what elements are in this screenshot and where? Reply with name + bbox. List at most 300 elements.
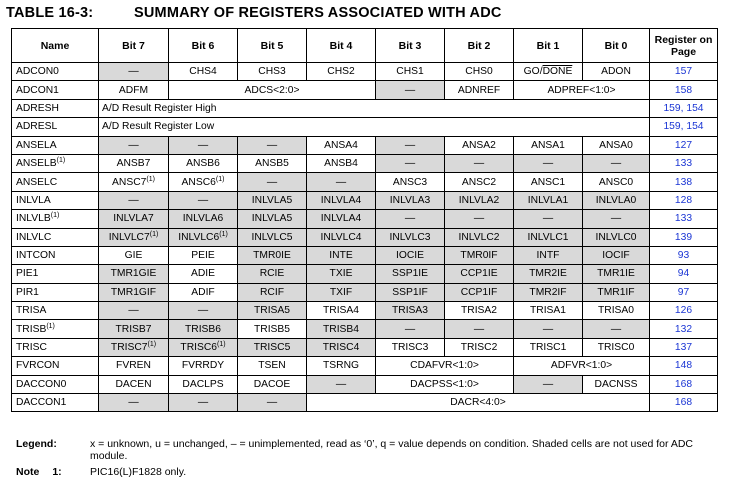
bit-label: CHS4 [189,66,217,78]
bit-label: TXIF [329,286,353,298]
bit-cell [99,302,169,320]
bit-label: ADCS<2:0> [244,84,300,96]
bit-label: INLVLA6 [182,213,224,225]
bit-cell [307,63,376,81]
bit-cell [514,338,583,356]
bit-cell [583,173,650,191]
bit-label: ANSB6 [186,158,220,170]
bit-label: INLVLC6 [178,231,220,243]
bit-cell [583,246,650,264]
bit-cell [445,302,514,320]
bit-label: TRISC5 [253,342,291,354]
table-row [12,375,718,393]
table-row [12,338,718,356]
bit-label: — [335,176,347,188]
bit-cell [169,63,238,81]
footnote-ref: (1) [149,230,159,238]
bit-cell [445,265,514,283]
bit-label: TRISB6 [184,323,222,335]
bit-label: ANSC0 [598,176,634,188]
table-row [12,302,718,320]
bit-label: PEIE [191,250,215,262]
bit-cell [99,191,169,209]
bit-label: — [128,305,139,317]
bit-label: ANSC7 [112,176,147,188]
register-name-text: ANSELB [16,158,57,170]
bit-label: — [473,158,485,170]
bit-label: INTE [329,250,353,262]
bit-label: TMR0IF [460,250,498,262]
bit-label: — [542,323,554,335]
bit-label: — [610,323,622,335]
register-name-text: INTCON [16,250,56,262]
bit-cell [169,81,376,99]
bit-cell [169,154,238,172]
register-name-text: DACCON1 [16,397,67,409]
register-name-text: PIR1 [16,286,39,298]
bit-label: — [610,158,622,170]
bit-label: INLVLA0 [595,194,637,206]
bit-cell [583,228,650,246]
bit-label: RCIE [259,268,285,280]
bit-cell [376,357,514,375]
bit-cell [169,136,238,154]
bit-cell [169,338,238,356]
bit-label: CHS3 [258,66,286,78]
bit-cell [99,173,169,191]
bit-cell [445,173,514,191]
bit-label: — [404,213,416,225]
bit-cell [238,394,307,412]
bit-cell [307,136,376,154]
register-name [12,81,99,99]
bit-cell [445,246,514,264]
footnote-ref: (1) [56,157,66,165]
page-link[interactable]: 157 [650,63,718,81]
table-row [12,173,718,191]
bit-label: TRISA3 [391,305,429,317]
page-link[interactable]: 139 [650,228,718,246]
bit-label: INLVLC4 [320,231,362,243]
bit-cell [376,191,445,209]
bit-cell [238,265,307,283]
bit-cell [169,210,238,228]
table-row [12,357,718,375]
bit-cell [169,394,238,412]
bit-label: TRISC4 [322,342,360,354]
bit-label: TRISB4 [322,323,360,335]
bit-cell [99,246,169,264]
register-name [12,191,99,209]
table-row [12,265,718,283]
bit-cell [307,302,376,320]
register-name [12,394,99,412]
bit-cell [307,375,376,393]
bit-label: — [404,158,416,170]
register-name [12,173,99,191]
bit-label: DACPSS<1:0> [410,378,479,390]
bit-label: DACR<4:0> [450,397,506,409]
bit-cell [238,357,307,375]
register-name [12,63,99,81]
legend-label: Legend: [16,438,57,450]
bit-cell [376,63,445,81]
register-name-text: TRISC [16,342,47,354]
bit-label: TRISA2 [460,305,498,317]
page-link[interactable]: 132 [650,320,718,338]
bit-cell [169,283,238,301]
page-link[interactable]: 94 [650,265,718,283]
register-name-text: ADRESH [16,102,59,114]
bit-label: ANSA4 [324,139,358,151]
bit-cell [99,118,650,136]
bit-label: IOCIF [602,250,630,262]
bit-label: INLVLC7 [108,231,150,243]
footnote-ref: (1) [147,341,157,349]
header-bit0: Bit 0 [583,29,650,63]
bit-label: ANSB7 [116,158,151,170]
page-link[interactable]: 128 [650,191,718,209]
bit-label: ADNREF [457,84,501,96]
page-link[interactable]: 97 [650,283,718,301]
bit-cell [238,210,307,228]
table-row [12,246,718,264]
note-text: PIC16(L)F1828 only. [90,466,187,478]
bit-label: INLVLA1 [527,194,569,206]
bit-cell [99,210,169,228]
bit-cell [307,265,376,283]
bit-label: TMR2IE [529,268,567,280]
bit-label-overline: DONE [542,66,573,78]
bit-label: — [335,378,347,390]
bit-label: ADIF [191,286,215,298]
bit-cell [169,302,238,320]
bit-cell [238,136,307,154]
bit-label: TRISA0 [597,305,635,317]
bit-label: — [266,176,278,188]
register-name-text: PIE1 [16,268,39,280]
bit-cell [307,210,376,228]
register-name [12,320,99,338]
bit-label: — [266,139,278,151]
page-link[interactable]: 93 [650,246,718,264]
bit-label: TMR2IF [529,286,567,298]
register-name-text: ADCON1 [16,84,59,96]
bit-cell [238,338,307,356]
bit-label: — [197,139,209,151]
bit-label: ANSC3 [392,176,428,188]
bit-cell [238,246,307,264]
bit-label: FVRRDY [181,360,225,372]
bit-cell [514,375,583,393]
bit-cell [514,265,583,283]
bit-label: INLVLA2 [458,194,500,206]
bit-label: INLVLC0 [595,231,637,243]
bit-cell [99,228,169,246]
bit-cell [99,357,169,375]
table-row [12,63,718,81]
bit-cell [514,210,583,228]
bit-cell [307,154,376,172]
bit-label: ANSA2 [462,139,496,151]
page-link[interactable]: 148 [650,357,718,375]
bit-label: CCP1IF [460,286,498,298]
bit-cell [99,154,169,172]
bit-cell [99,320,169,338]
bit-label: TRISA5 [253,305,291,317]
page-link[interactable]: 133 [650,154,718,172]
bit-label: INLVLA4 [320,194,362,206]
bit-cell [307,173,376,191]
register-name-text: TRISB [16,323,47,335]
bit-label: TXIE [329,268,353,280]
table-row [12,118,718,136]
table-caption: SUMMARY OF REGISTERS ASSOCIATED WITH ADC [134,5,502,21]
bit-label: — [404,139,416,151]
page-link[interactable]: 159, 154 [650,118,718,136]
bit-label: TRISC6 [180,342,218,354]
bit-label: ANSC1 [530,176,566,188]
bit-cell [99,375,169,393]
register-name-text: TRISA [16,305,47,317]
register-name-text: ANSELC [16,176,58,188]
page-link[interactable]: 158 [650,81,718,99]
bit-cell [169,265,238,283]
bit-cell [99,63,169,81]
bit-cell [238,228,307,246]
header-bit4: Bit 4 [307,29,376,63]
bit-cell [514,302,583,320]
bit-cell [307,246,376,264]
bit-cell [514,320,583,338]
note-number: 1: [52,466,62,478]
bit-label: TRISB7 [115,323,152,335]
bit-cell [583,210,650,228]
bit-label: ANSA0 [599,139,633,151]
bit-label: TRISC7 [110,342,148,354]
register-name-text: INLVLB [16,213,51,225]
bit-cell [445,320,514,338]
header-bit1: Bit 1 [514,29,583,63]
bit-cell [583,265,650,283]
register-name [12,246,99,264]
bit-label: DACNSS [594,378,638,390]
register-name [12,302,99,320]
page-link[interactable]: 133 [650,210,718,228]
bit-cell [445,81,514,99]
register-name [12,283,99,301]
bit-cell [238,283,307,301]
bit-cell [99,99,650,117]
bit-label: INLVLC3 [389,231,431,243]
bit-label: TMR1GIE [110,268,157,280]
register-name [12,228,99,246]
header-name: Name [12,29,99,63]
bit-cell [238,154,307,172]
bit-label: — [473,213,485,225]
bit-label: — [610,213,622,225]
bit-cell [238,375,307,393]
header-bit5: Bit 5 [238,29,307,63]
bit-label: TRISC2 [460,342,498,354]
page-link[interactable]: 137 [650,338,718,356]
bit-label: FVREN [116,360,151,372]
bit-cell [583,136,650,154]
register-name-text: FVRCON [16,360,60,372]
bit-label: A/D Result Register Low [102,121,215,133]
bit-label: TRISC3 [391,342,429,354]
footnote-ref: (1) [146,175,155,183]
bit-label: ANSA1 [531,139,565,151]
bit-cell [583,191,650,209]
bit-cell [376,81,445,99]
bit-cell [238,173,307,191]
bit-label: TRISA4 [322,305,360,317]
bit-cell [514,173,583,191]
bit-cell [307,357,376,375]
bit-cell [376,375,514,393]
page-link[interactable]: 159, 154 [650,99,718,117]
note [16,466,186,478]
bit-cell [514,191,583,209]
bit-cell [445,154,514,172]
bit-cell [307,228,376,246]
bit-cell [169,357,238,375]
bit-label: TSEN [258,360,286,372]
bit-label: INLVLA3 [389,194,431,206]
bit-label: — [542,378,554,390]
bit-label: CHS2 [327,66,355,78]
bit-label: TRISB5 [253,323,291,335]
note-label [16,466,90,478]
register-name-text: ADRESL [16,121,58,133]
bit-cell [169,375,238,393]
bit-label: — [473,323,485,335]
bit-label: — [404,84,416,96]
bit-cell [376,154,445,172]
bit-cell [169,191,238,209]
bit-cell [514,63,583,81]
bit-label: CHS0 [465,66,493,78]
bit-label: — [128,397,139,409]
page-link[interactable]: 168 [650,375,718,393]
bit-label: RCIF [259,286,285,298]
bit-cell [376,283,445,301]
bit-cell [376,210,445,228]
table-row [12,210,718,228]
bit-cell [445,283,514,301]
bit-cell [307,283,376,301]
page-link[interactable]: 168 [650,394,718,412]
footnote-ref: (1) [219,230,228,238]
bit-label: DACEN [115,378,152,390]
bit-label: — [197,397,209,409]
bit-label: DACOE [253,378,291,390]
bit-cell [445,210,514,228]
register-name [12,118,99,136]
bit-cell [99,338,169,356]
bit-cell [376,228,445,246]
bit-label: ANSB5 [255,158,289,170]
register-name-text: INLVLA [16,194,51,206]
register-name-text: ANSELA [16,139,57,151]
bit-cell [169,320,238,338]
bit-label: GO/ [523,66,543,78]
footnote-ref: (1) [50,212,60,220]
page-link[interactable]: 126 [650,302,718,320]
register-name [12,338,99,356]
bit-label: — [542,158,554,170]
bit-label: INTF [536,250,560,262]
footnote-ref: (1) [46,322,55,330]
bit-cell [169,173,238,191]
bit-cell [583,63,650,81]
bit-label: CDAFVR<1:0> [410,360,479,372]
bit-cell [307,338,376,356]
table-row [12,136,718,154]
table-number: TABLE 16-3: [6,5,94,21]
bit-label: INLVLC1 [527,231,569,243]
bit-cell [514,81,650,99]
table-row [12,228,718,246]
bit-cell [169,246,238,264]
bit-cell [307,320,376,338]
bit-cell [376,302,445,320]
bit-cell [99,81,169,99]
bit-cell [514,357,650,375]
bit-cell [99,136,169,154]
bit-label: DACLPS [182,378,224,390]
bit-label: TRISC1 [529,342,567,354]
register-name-text: DACCON0 [16,378,67,390]
bit-cell [307,394,650,412]
bit-cell [307,191,376,209]
page-link[interactable]: 138 [650,173,718,191]
header-bit3: Bit 3 [376,29,445,63]
header-bit7: Bit 7 [99,29,169,63]
bit-label: — [128,66,139,78]
bit-label: INLVLA5 [251,213,293,225]
bit-label: — [197,305,209,317]
table-body [12,63,718,412]
bit-label: CCP1IE [460,268,498,280]
bit-label: TSRNG [322,360,360,372]
register-name [12,210,99,228]
bit-cell [514,154,583,172]
page-link[interactable]: 127 [650,136,718,154]
bit-cell [376,265,445,283]
bit-label: ADIE [190,268,216,280]
table-row [12,394,718,412]
register-name [12,154,99,172]
bit-label: TMR1GIF [110,286,157,298]
bit-label: ANSB4 [324,158,358,170]
register-name [12,136,99,154]
register-name [12,357,99,375]
bit-cell [445,228,514,246]
bit-cell [238,320,307,338]
bit-label: SSP1IF [392,286,428,298]
footnote-ref: (1) [217,341,226,349]
bit-cell [376,320,445,338]
bit-label: — [542,213,554,225]
bit-cell [376,338,445,356]
bit-label: CHS1 [396,66,424,78]
table-row [12,99,718,117]
bit-cell [445,136,514,154]
bit-cell [376,173,445,191]
bit-label: INLVLC2 [458,231,500,243]
